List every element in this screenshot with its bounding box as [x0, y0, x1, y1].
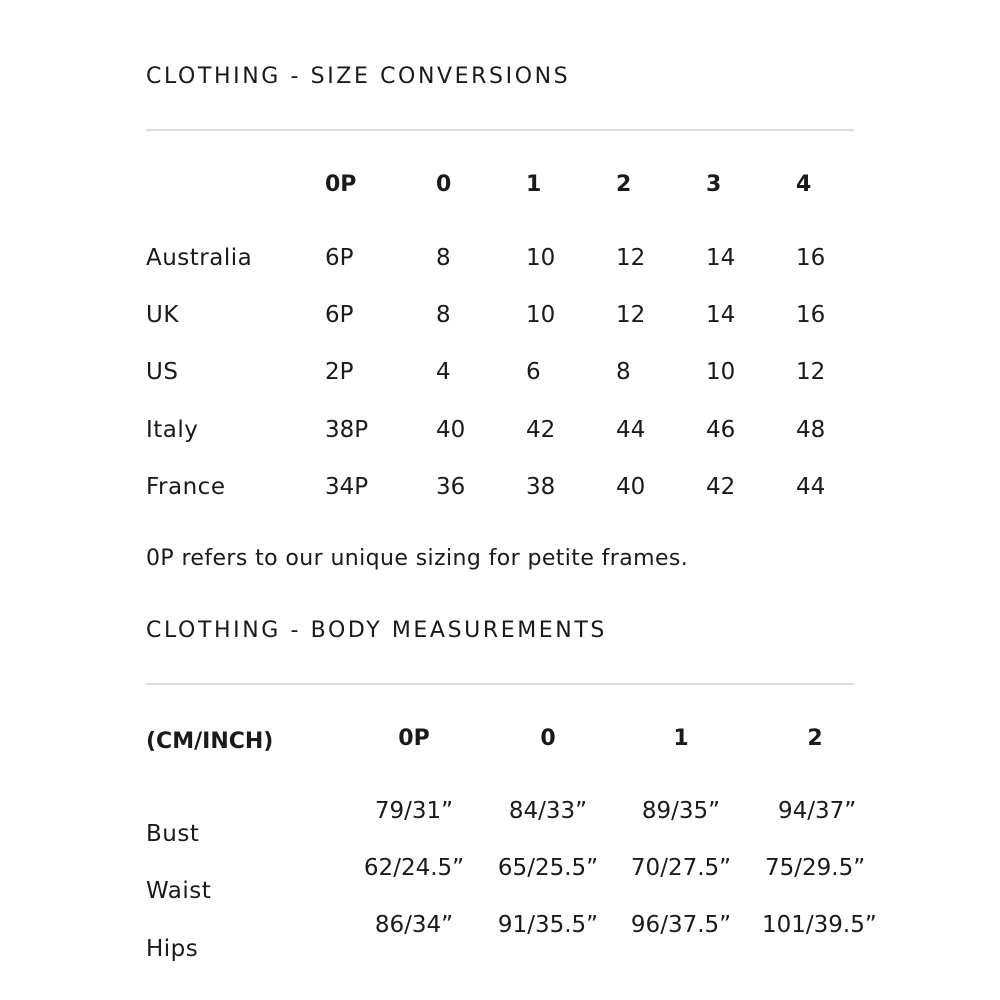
table-cell: 4 — [436, 359, 451, 385]
row-label-waist: Waist — [146, 878, 212, 904]
table-cell: 40 — [436, 417, 466, 443]
table-cell: 12 — [796, 359, 826, 385]
size-conversions-title: CLOTHING - SIZE CONVERSIONS — [146, 64, 571, 89]
table-cell: 44 — [616, 417, 646, 443]
table-cell: 36 — [436, 474, 466, 500]
table-cell: 38 — [526, 474, 556, 500]
table-cell: 84/33” — [508, 798, 588, 824]
table-cell: 65/25.5” — [497, 855, 599, 881]
table-cell: 8 — [436, 245, 451, 271]
petite-sizing-note: 0P refers to our unique sizing for petite frames. — [146, 546, 689, 571]
table-cell: 10 — [706, 359, 736, 385]
header-size-4: 4 — [796, 172, 812, 197]
table-cell: 40 — [616, 474, 646, 500]
row-label-italy: Italy — [146, 417, 199, 443]
table-cell: 101/39.5” — [762, 912, 877, 938]
table-cell: 48 — [796, 417, 826, 443]
table-cell: 12 — [616, 245, 646, 271]
row-label-uk: UK — [146, 302, 179, 328]
row-label-australia: Australia — [146, 245, 253, 271]
table-cell: 91/35.5” — [497, 912, 599, 938]
table-cell: 10 — [526, 302, 556, 328]
header-size-3: 3 — [706, 172, 722, 197]
table-cell: 14 — [706, 302, 736, 328]
table-cell: 62/24.5” — [363, 855, 465, 881]
header-size-0p: 0P — [325, 172, 357, 197]
header-size-0p: 0P — [398, 726, 430, 751]
table-cell: 34P — [325, 474, 369, 500]
table-cell: 6P — [325, 245, 354, 271]
table-cell: 46 — [706, 417, 736, 443]
table-cell: 8 — [436, 302, 451, 328]
table-cell: 2P — [325, 359, 354, 385]
unit-label: (CM/INCH) — [146, 729, 274, 754]
row-label-us: US — [146, 359, 179, 385]
table-cell: 96/37.5” — [630, 912, 732, 938]
header-size-1: 1 — [526, 172, 542, 197]
header-size-2: 2 — [807, 726, 823, 751]
table-cell: 6 — [526, 359, 541, 385]
body-measurements-title: CLOTHING - BODY MEASUREMENTS — [146, 618, 607, 643]
table-cell: 16 — [796, 302, 826, 328]
table-cell: 86/34” — [374, 912, 454, 938]
table-cell: 42 — [706, 474, 736, 500]
table-cell: 12 — [616, 302, 646, 328]
table-cell: 6P — [325, 302, 354, 328]
table-cell: 16 — [796, 245, 826, 271]
table-cell: 10 — [526, 245, 556, 271]
table-cell: 79/31” — [374, 798, 454, 824]
row-label-bust: Bust — [146, 821, 200, 847]
table-cell: 42 — [526, 417, 556, 443]
table-cell: 94/37” — [778, 798, 857, 824]
row-label-france: France — [146, 474, 226, 500]
header-size-0: 0 — [436, 172, 452, 197]
table-cell: 38P — [325, 417, 369, 443]
table-cell: 70/27.5” — [630, 855, 732, 881]
table-cell: 75/29.5” — [765, 855, 866, 881]
header-size-2: 2 — [616, 172, 632, 197]
table-cell: 8 — [616, 359, 631, 385]
header-size-0: 0 — [540, 726, 556, 751]
table-cell: 14 — [706, 245, 736, 271]
header-size-1: 1 — [673, 726, 689, 751]
table-cell: 89/35” — [641, 798, 721, 824]
table-cell: 44 — [796, 474, 826, 500]
row-label-hips: Hips — [146, 936, 199, 962]
